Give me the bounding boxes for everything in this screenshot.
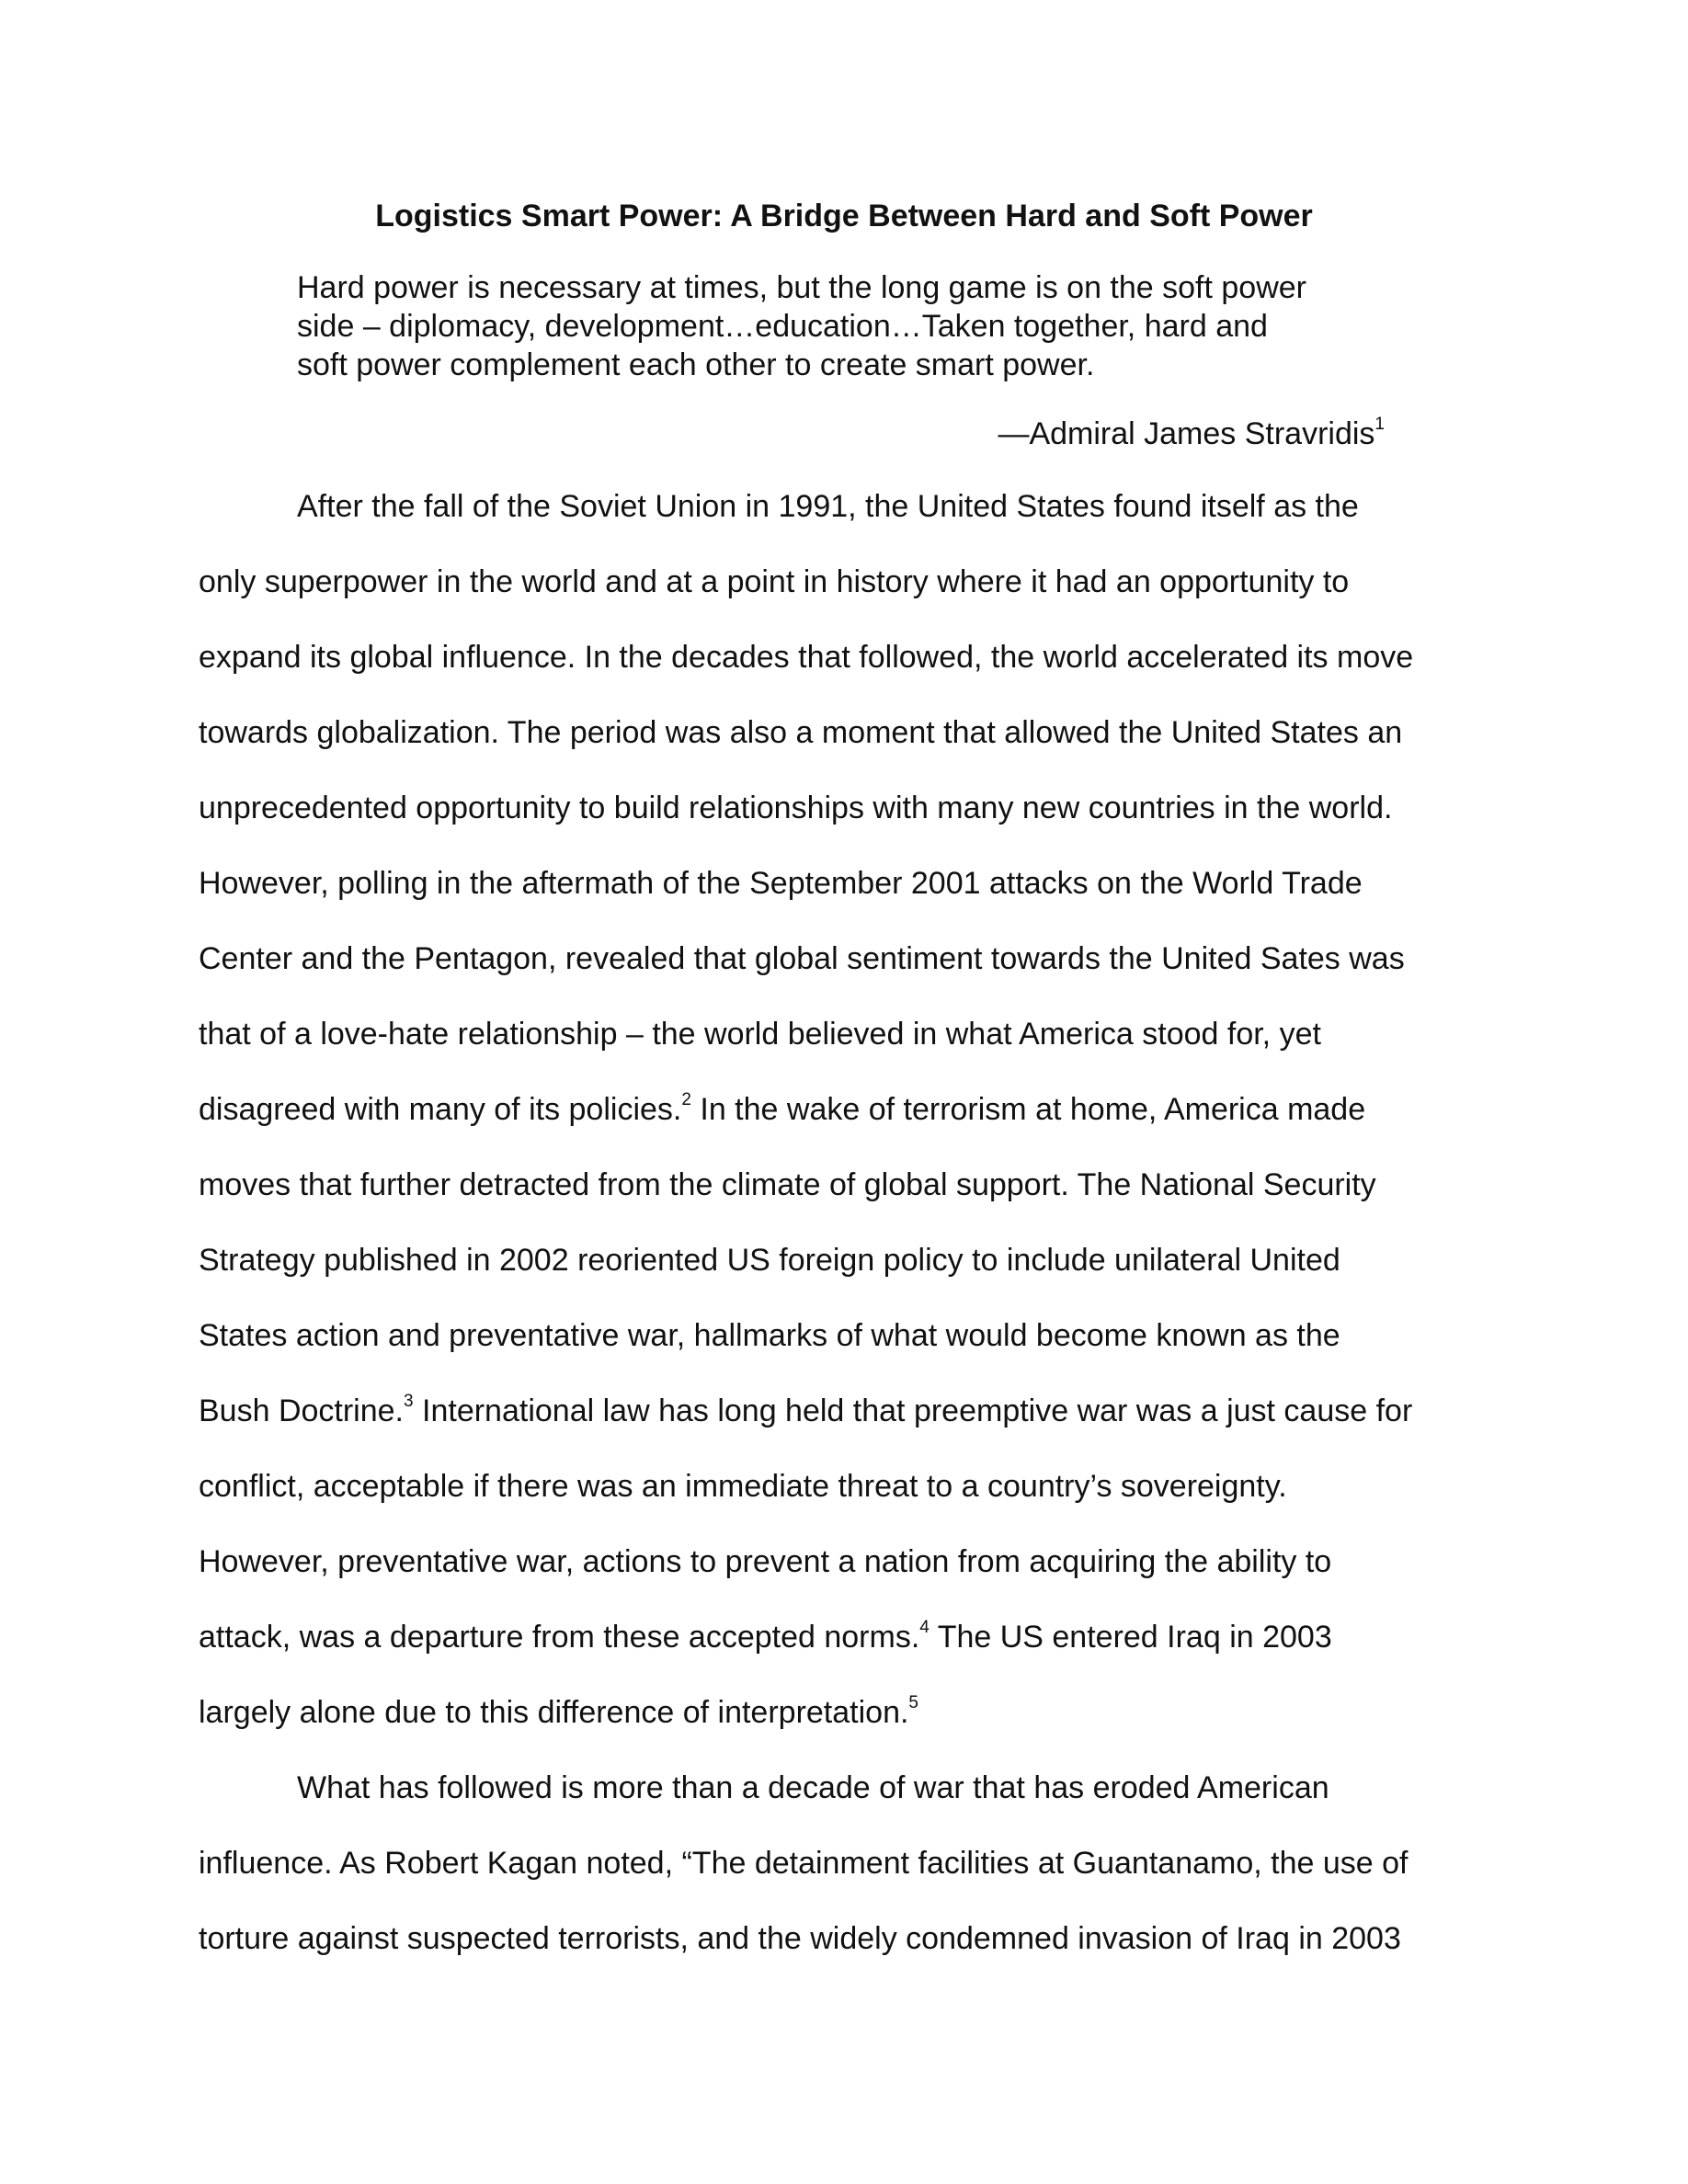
footnote-marker: 2 <box>681 1089 691 1109</box>
paragraph-line: influence. As Robert Kagan noted, “The detainment facilities at Guantanamo, the use of <box>199 1846 1409 1881</box>
footnote-marker: 4 <box>919 1617 930 1637</box>
line-text: Bush Doctrine. <box>199 1393 404 1428</box>
paragraph-line: moves that further detracted from the climate of global support. The National Security <box>199 1167 1376 1202</box>
paragraph-line <box>199 1391 1412 1431</box>
paragraph-line: expand its global influence. In the decades that followed, the world accelerated its move <box>199 640 1414 675</box>
footnote-marker: 3 <box>404 1391 414 1411</box>
paragraph-line <box>199 1089 1365 1130</box>
document-title: Logistics Smart Power: A Bridge Between Hard and Soft Power <box>375 199 1313 233</box>
paragraph-line: towards globalization. The period was also a moment that allowed the United States an <box>199 715 1403 750</box>
line-text: In the wake of terrorism at home, America made <box>690 1092 1366 1127</box>
paragraph-line: conflict, acceptable if there was an immediate threat to a country’s sovereignty. <box>199 1469 1287 1504</box>
line-text: disagreed with many of its policies. <box>199 1092 682 1127</box>
paragraph-line: that of a love-hate relationship – the world believed in what America stood for, yet <box>199 1017 1321 1052</box>
line-text: International law has long held that preemptive war was a just cause for <box>413 1393 1413 1428</box>
paragraph-line: torture against suspected terrorists, and the widely condemned invasion of Iraq in 2003 <box>199 1921 1401 1956</box>
paragraph-line: States action and preventative war, hallmarks of what would become known as the <box>199 1318 1340 1353</box>
epigraph-quote <box>297 268 1400 384</box>
epigraph-line: soft power complement each other to create smart power. <box>297 347 1095 382</box>
paragraph-line: After the fall of the Soviet Union in 1991, the United States found itself as the <box>297 489 1359 524</box>
paragraph-line: However, preventative war, actions to prevent a nation from acquiring the ability to <box>199 1544 1332 1579</box>
line-text: largely alone due to this difference of interpretation. <box>199 1695 909 1730</box>
paragraph-line: Center and the Pentagon, revealed that global sentiment towards the United Sates was <box>199 941 1405 976</box>
paragraph-line: Strategy published in 2002 reoriented US foreign policy to include unilateral United <box>199 1243 1340 1278</box>
attribution-text: —Admiral James Stravridis <box>998 416 1375 451</box>
epigraph-line: Hard power is necessary at times, but the long game is on the soft power <box>297 270 1306 305</box>
epigraph-attribution <box>0 414 1385 454</box>
paragraph-line: What has followed is more than a decade of war that has eroded American <box>297 1770 1329 1805</box>
epigraph-line: side – diplomacy, development…education…Taken together, hard and <box>297 309 1268 344</box>
paragraph-line <box>199 1692 918 1733</box>
line-text: attack, was a departure from these accepted norms. <box>199 1620 920 1655</box>
paragraph-line: unprecedented opportunity to build relationships with many new countries in the world. <box>199 791 1393 825</box>
paragraph-line: only superpower in the world and at a point in history where it had an opportunity to <box>199 564 1350 599</box>
line-text: The US entered Iraq in 2003 <box>929 1620 1332 1655</box>
paragraph-line <box>199 1617 1332 1657</box>
footnote-marker: 5 <box>908 1692 918 1712</box>
footnote-marker: 1 <box>1374 414 1385 434</box>
paragraph-line: However, polling in the aftermath of the September 2001 attacks on the World Trade <box>199 866 1363 901</box>
